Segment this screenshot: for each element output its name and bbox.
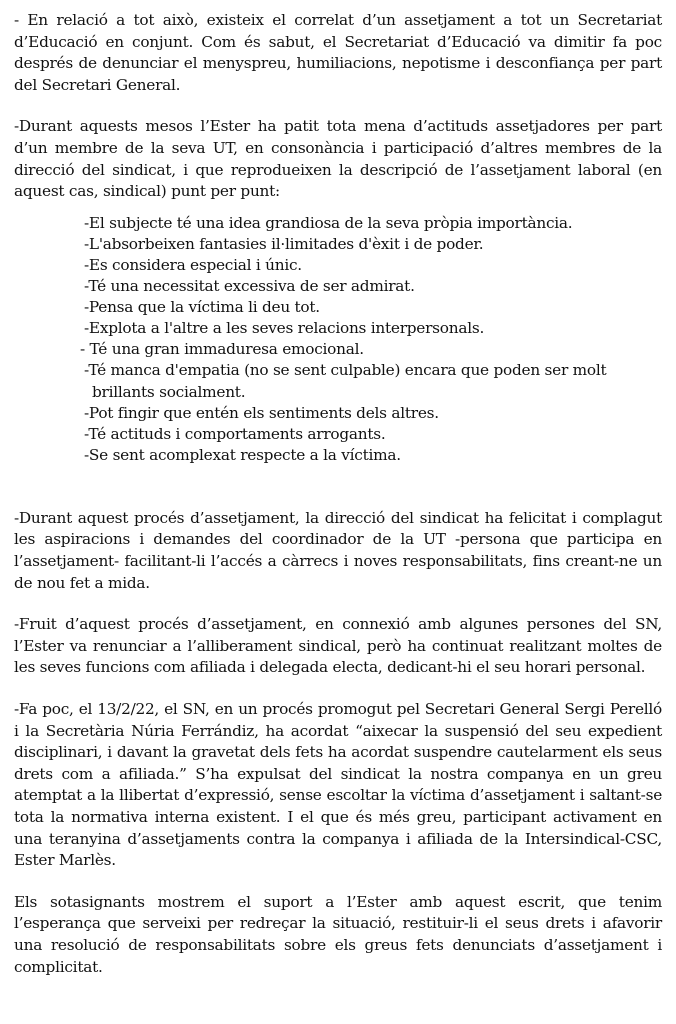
paragraph-coordinator: -Durant aquest procés d’assetjament, la direcció del sindicat ha felicitat i complagut les aspiracions i demandes del coordinador de la UT -persona que participa en l’assetjament- facilitant-li l’accés a càrrecs i noves responsabilitats, fins creant-ne un de nou fet a mida. <box>14 508 662 592</box>
paragraph-suspension: -Fa poc, el 13/2/22, el SN, en un procés promogut pel Secretari General Sergi Perelló i la Secretària Núria Ferrándiz, ha acordat “aixecar la suspensió del seu expedient disciplinari, i davant la gravetat dels fets ha acordat suspendre cautelarment els seus drets com a afiliada.” S’ha expulsat del sindicat la nostra companya en un greu atemptat a la llibertat d’expressió, sense escoltar la víctima d’assetjament i saltant-se tota la normativa interna existent. I el que és més greu, participant activament en una teranyina d’assetjaments contra la companya i afiliada de la Intersindical-CSC, Ester Marlès. <box>14 700 662 870</box>
list-item-text: -Té manca d'empatia (no se sent culpable) encara que poden ser molt <box>84 361 607 380</box>
list-item: - Té una gran immaduresa emocional. <box>80 340 364 359</box>
list-item: -Pensa que la víctima li deu tot. <box>84 298 320 317</box>
list-item: -El subjecte té una idea grandiosa de la seva pròpia importància. <box>84 213 573 232</box>
document-page <box>14 10 662 978</box>
list-item-continuation: brillants socialment. <box>92 382 246 401</box>
list-item: -Se sent acomplexat respecte a la víctima. <box>84 445 401 464</box>
list-item: -Té actituds i comportaments arrogants. <box>84 424 386 443</box>
list-item <box>84 360 662 402</box>
paragraph-harassment-intro: -Durant aquests mesos l’Ester ha patit tota mena d’actituds assetjadores per part d’un membre de la seva UT, en consonància i participació d’altres membres de la direcció del sindicat, i que reprodueixen la descripció de l’assetjament laboral (en aquest cas, sindical) punt per punt: <box>14 117 662 201</box>
list-item: -Té una necessitat excessiva de ser admirat. <box>84 277 415 296</box>
paragraph-release: -Fruit d’aquest procés d’assetjament, en connexió amb algunes persones del SN, l’Ester va renunciar a l’alliberament sindical, però ha continuat realitzant moltes de les seves funcions com afiliada i delegada electa, dedicant-hi el seu horari personal. <box>14 615 662 677</box>
paragraph-support: Els sotasignants mostrem el suport a l’Ester amb aquest escrit, que tenim l’esperança que serveixi per redreçar la situació, restituir-li el seus drets i afavorir una resolució de responsabilitats sobre els greus fets denunciats d’assetjament i complicitat. <box>14 892 662 976</box>
list-item: -Pot fingir que entén els sentiments dels altres. <box>84 403 439 422</box>
list-item: -Explota a l'altre a les seves relacions interpersonals. <box>84 319 485 338</box>
paragraph-secretariat: - En relació a tot això, existeix el correlat d’un assetjament a tot un Secretariat d’Educació en conjunt. Com és sabut, el Secretariat d’Educació va dimitir fa poc després de denunciar el menyspreu, humiliacions, nepotisme i desconfiança per part del Secretari General. <box>14 11 662 94</box>
harassment-traits-list <box>14 213 662 466</box>
list-item: -L'absorbeixen fantasies il·limitades d'èxit i de poder. <box>84 234 484 253</box>
list-item: -Es considera especial i únic. <box>84 255 302 274</box>
